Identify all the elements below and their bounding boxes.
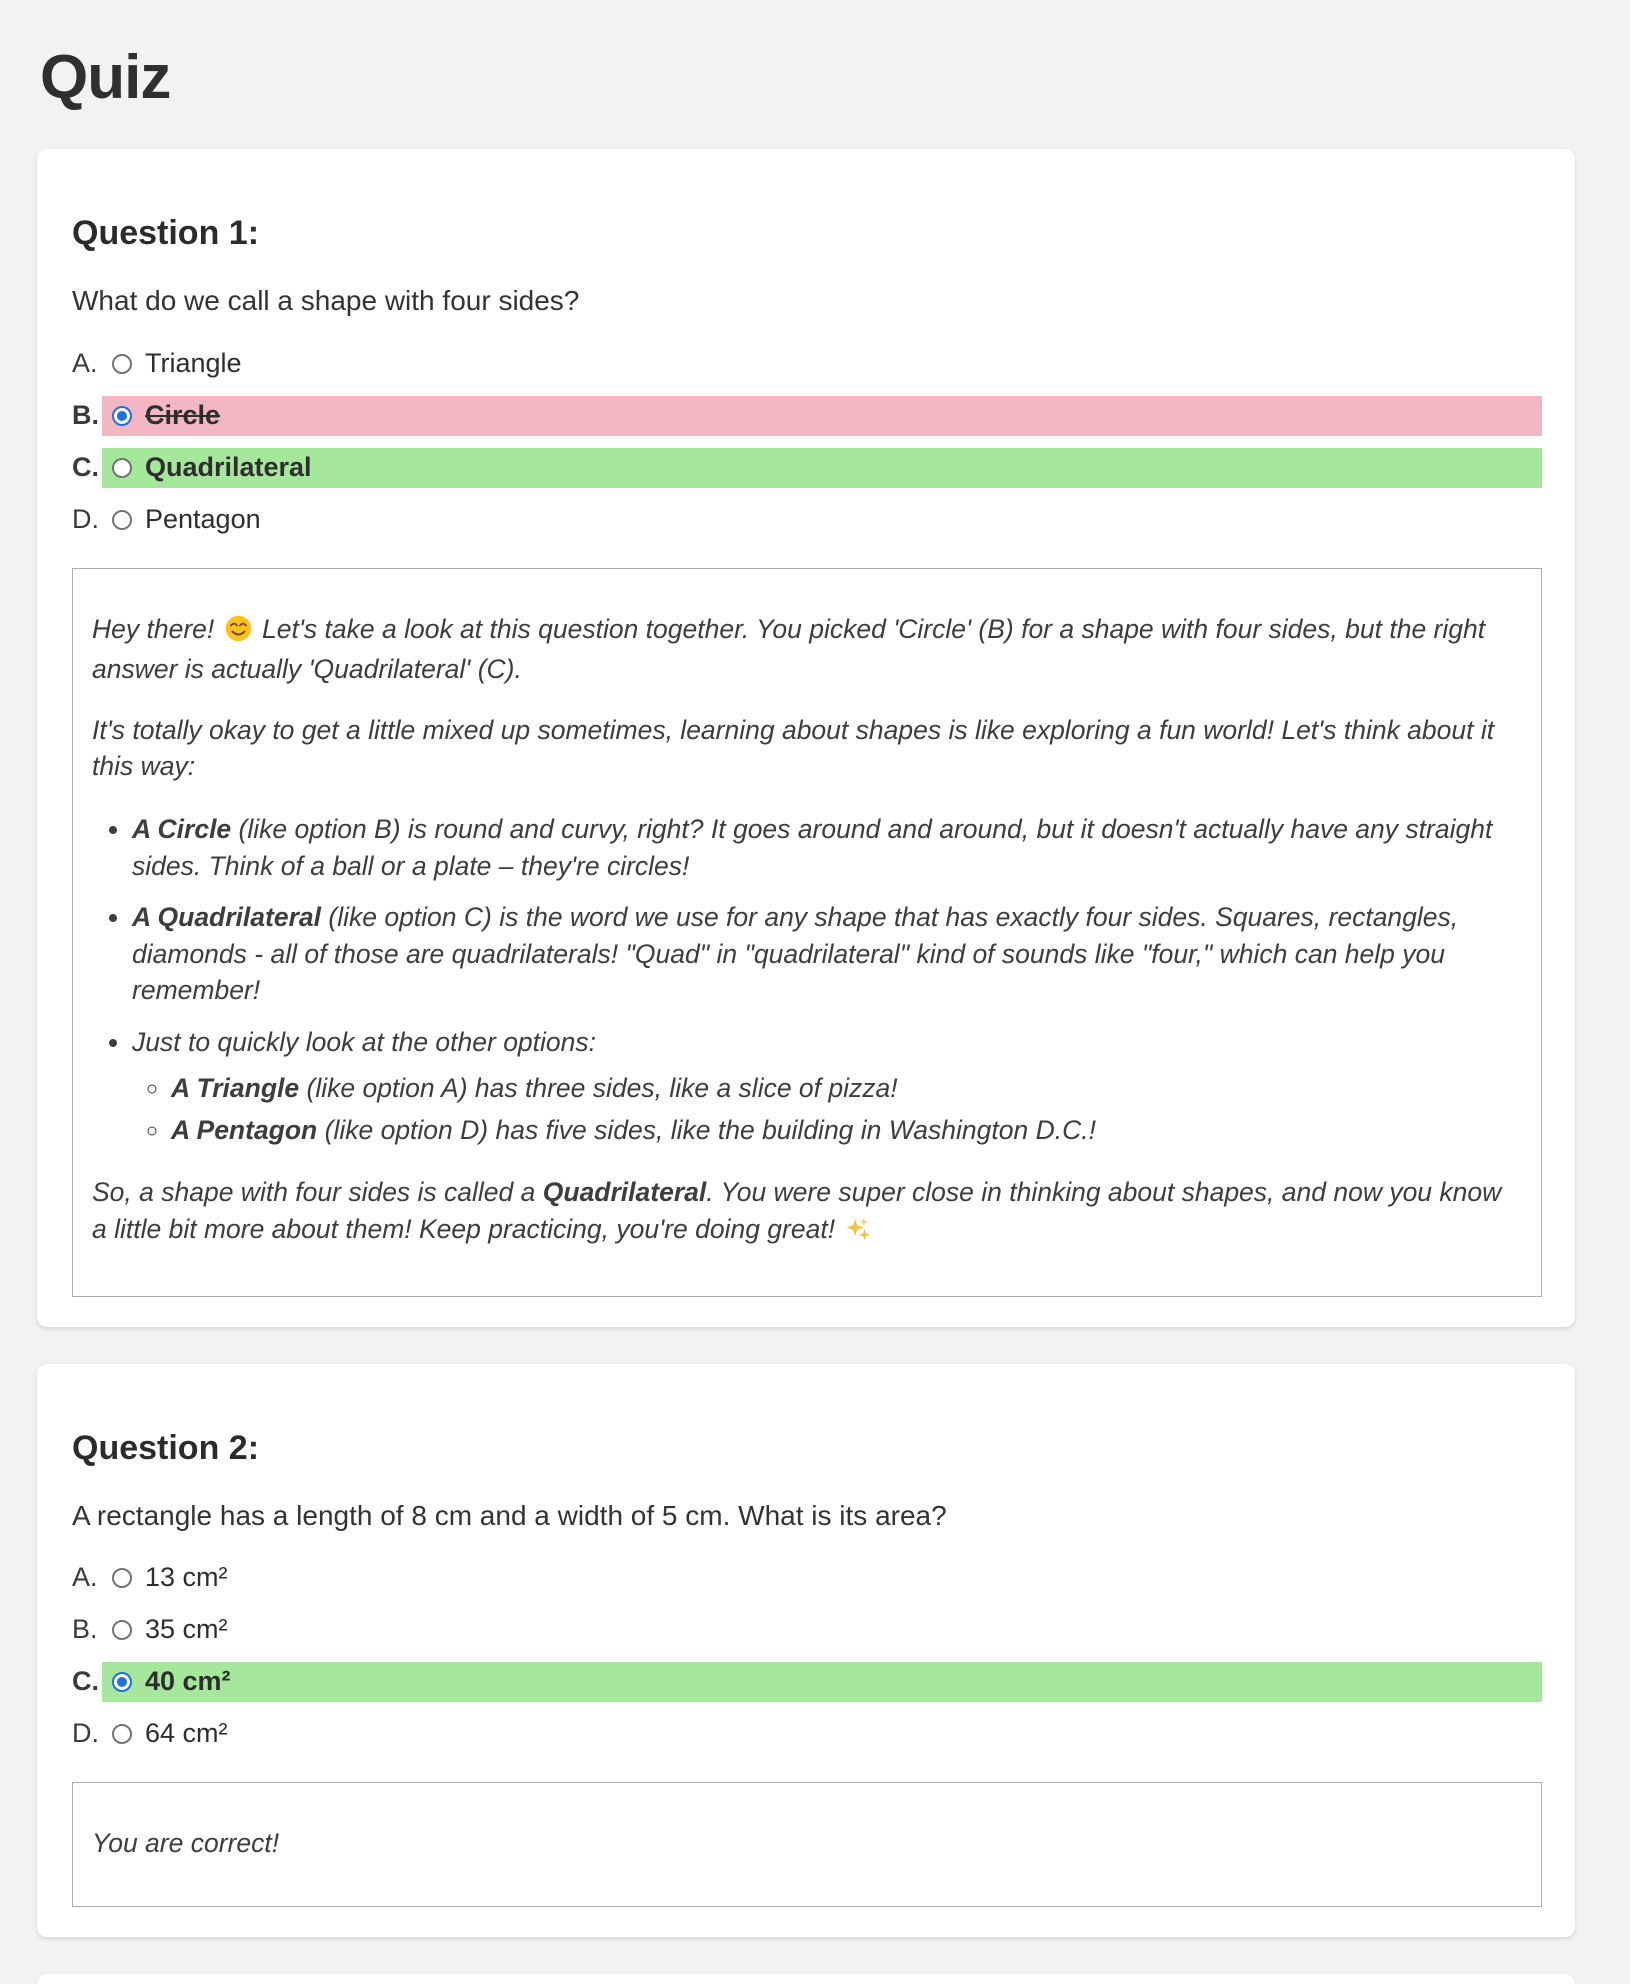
- feedback-bold-text: A Pentagon: [171, 1114, 318, 1145]
- option-d-label: Pentagon: [145, 504, 261, 535]
- question-1-card: [37, 149, 1575, 1326]
- question-2-heading: Question 2:: [72, 1428, 260, 1467]
- feedback-text: Hey there!: [92, 613, 215, 644]
- option-letter: A.: [72, 1562, 98, 1593]
- page-title: Quiz: [40, 43, 171, 112]
- option-letter: D.: [72, 504, 99, 535]
- option-letter: B.: [72, 400, 99, 431]
- feedback-bullet-list: [92, 811, 1517, 1149]
- question-1-heading: Question 1:: [72, 214, 260, 253]
- radio-unchecked-icon[interactable]: [112, 1568, 132, 1588]
- list-item: [171, 1070, 1517, 1107]
- list-item: [132, 1024, 1517, 1149]
- option-row-c-selected-correct: [72, 1662, 1542, 1702]
- option-row-d: [72, 500, 1542, 540]
- feedback-bold-text: A Triangle: [171, 1073, 300, 1104]
- option-c-label: Quadrilateral: [145, 452, 312, 483]
- option-b-label: Circle: [145, 400, 221, 431]
- question-1-options: [72, 344, 1542, 540]
- question-2-prompt: A rectangle has a length of 8 cm and a width of 5 cm. What is its area?: [72, 1499, 947, 1531]
- radio-unchecked-icon[interactable]: [112, 510, 132, 530]
- option-d-label: 64 cm²: [145, 1718, 228, 1749]
- feedback-bold-text: Quadrilateral: [542, 1177, 707, 1208]
- smiling-face-emoji: [225, 615, 252, 652]
- radio-checked-icon[interactable]: [112, 406, 132, 426]
- feedback-paragraph: [92, 1174, 1517, 1251]
- option-d-body[interactable]: [102, 500, 1542, 540]
- radio-checked-icon[interactable]: [112, 1672, 132, 1692]
- option-a-label: Triangle: [145, 348, 242, 379]
- option-letter: D.: [72, 1718, 99, 1749]
- feedback-paragraph: You are correct!: [92, 1827, 280, 1858]
- option-row-c-correct: [72, 448, 1542, 488]
- option-c-label: 40 cm²: [145, 1666, 231, 1697]
- option-row-b-selected-incorrect: [72, 396, 1542, 436]
- list-item: [171, 1112, 1517, 1149]
- option-letter: B.: [72, 1614, 98, 1645]
- option-b-body[interactable]: [102, 396, 1542, 436]
- list-item: [132, 811, 1517, 884]
- option-d-body[interactable]: [102, 1714, 1542, 1754]
- option-a-body[interactable]: [102, 344, 1542, 384]
- option-c-body[interactable]: [102, 1662, 1542, 1702]
- question-2-card: [37, 1364, 1575, 1937]
- feedback-text: So, a shape with four sides is called a: [92, 1177, 536, 1208]
- radio-unchecked-icon[interactable]: [112, 458, 132, 478]
- sparkles-emoji: [845, 1215, 871, 1252]
- option-letter: A.: [72, 348, 98, 379]
- option-row-a: [72, 344, 1542, 384]
- radio-unchecked-icon[interactable]: [112, 354, 132, 374]
- feedback-text: . You were super close in thinking about shapes, and now you know a little bit more about them! Keep practicing, you're doing great!: [92, 1177, 1502, 1244]
- option-row-b: [72, 1610, 1542, 1650]
- radio-unchecked-icon[interactable]: [112, 1620, 132, 1640]
- feedback-sub-bullet-list: [132, 1070, 1517, 1148]
- option-b-label: 35 cm²: [145, 1614, 228, 1645]
- feedback-text: Just to quickly look at the other options:: [132, 1026, 597, 1057]
- radio-unchecked-icon[interactable]: [112, 1724, 132, 1744]
- question-3-card-partial: [37, 1974, 1575, 1984]
- option-a-label: 13 cm²: [145, 1562, 228, 1593]
- option-letter: C.: [72, 452, 99, 483]
- quiz-page: [37, 42, 1575, 1984]
- feedback-text: (like option C) is the word we use for any shape that has exactly four sides. Squares, rectangles, diamonds - all of those are quadrilaterals! "Quad" in "quadrilateral" kind of sounds like "four," which can help you remember!: [132, 902, 1459, 1006]
- feedback-text: (like option A) has three sides, like a slice of pizza!: [306, 1073, 898, 1104]
- question-2-feedback-box: [72, 1782, 1542, 1907]
- question-2-options: [72, 1558, 1542, 1754]
- feedback-paragraph: It's totally okay to get a little mixed up sometimes, learning about shapes is like exploring a fun world! Let's think about it this way:: [92, 714, 1495, 782]
- feedback-bold-text: A Circle: [132, 813, 232, 844]
- feedback-text: (like option B) is round and curvy, right? It goes around and around, but it doesn't actually have any straight sides. Think of a ball or a plate – they're circles!: [132, 813, 1493, 881]
- option-row-d: [72, 1714, 1542, 1754]
- question-1-prompt: What do we call a shape with four sides?: [72, 285, 580, 317]
- feedback-bold-text: A Quadrilateral: [132, 902, 321, 933]
- question-1-feedback-box: [72, 568, 1542, 1297]
- option-b-body[interactable]: [102, 1610, 1542, 1650]
- option-row-a: [72, 1558, 1542, 1598]
- option-c-body[interactable]: [102, 448, 1542, 488]
- option-a-body[interactable]: [102, 1558, 1542, 1598]
- feedback-text: (like option D) has five sides, like the building in Washington D.C.!: [324, 1114, 1096, 1145]
- option-letter: C.: [72, 1666, 99, 1697]
- feedback-paragraph: [92, 611, 1517, 688]
- feedback-text: Let's take a look at this question together. You picked 'Circle' (B) for a shape with four sides, but the right answer is actually 'Quadrilateral' (C).: [92, 613, 1486, 685]
- list-item: [132, 899, 1517, 1009]
